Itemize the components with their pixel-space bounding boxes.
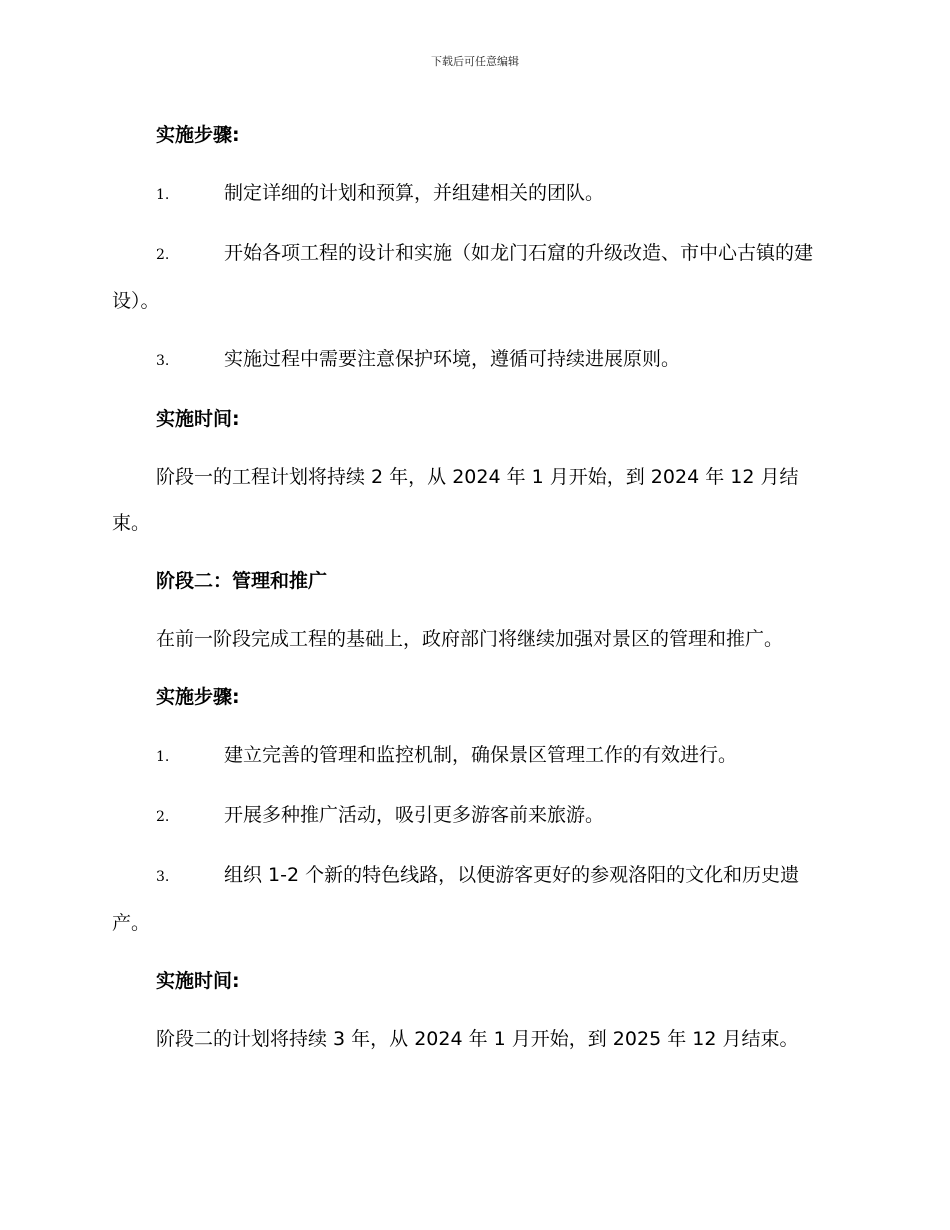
- paragraph-phase-one-time: 阶段一的工程计划将持续 2 年，从 2024 年 1 月开始，到 2024 年 12 月结束。: [112, 466, 799, 534]
- list-number: 3.: [156, 353, 170, 369]
- document-body: [112, 112, 834, 1074]
- list-item: [112, 792, 834, 840]
- list-item-text: 制定详细的计划和预算，并组建相关的团队。: [224, 182, 605, 204]
- list-item-text: 实施过程中需要注意保护环境，遵循可持续进展原则。: [224, 348, 681, 370]
- list-item: [112, 336, 834, 384]
- section-heading-phase-two: 阶段二：管理和推广: [156, 570, 328, 592]
- paragraph-phase-two-time: 阶段二的计划将持续 3 年，从 2024 年 1 月开始，到 2025 年 12 月结束。: [156, 1028, 799, 1050]
- list-item: [112, 170, 834, 218]
- list-item-text: 建立完善的管理和监控机制，确保景区管理工作的有效进行。: [224, 744, 738, 766]
- section-heading-steps: 实施步骤:: [156, 686, 240, 708]
- section-heading-time: 实施时间:: [156, 408, 240, 430]
- list-item: [112, 852, 834, 946]
- list-number: 2.: [156, 809, 170, 825]
- list-number: 2.: [156, 247, 170, 263]
- paragraph-phase-two-intro: 在前一阶段完成工程的基础上，政府部门将继续加强对景区的管理和推广。: [156, 628, 784, 650]
- list-item-text: 开展多种推广活动，吸引更多游客前来旅游。: [224, 804, 605, 826]
- list-item-text: 组织 1-2 个新的特色线路，以便游客更好的参观洛阳的文化和历史遗产。: [112, 864, 800, 934]
- section-heading-time: 实施时间:: [156, 970, 240, 992]
- list-number: 1.: [156, 187, 170, 203]
- list-number: 3.: [156, 869, 170, 885]
- section-heading-steps: 实施步骤:: [156, 124, 240, 146]
- list-item-text: 开始各项工程的设计和实施（如龙门石窟的升级改造、市中心古镇的建设）。: [112, 242, 814, 312]
- list-item: [112, 230, 834, 324]
- list-item: [112, 732, 834, 780]
- list-number: 1.: [156, 749, 170, 765]
- page-header: 下载后可任意编辑: [431, 55, 519, 68]
